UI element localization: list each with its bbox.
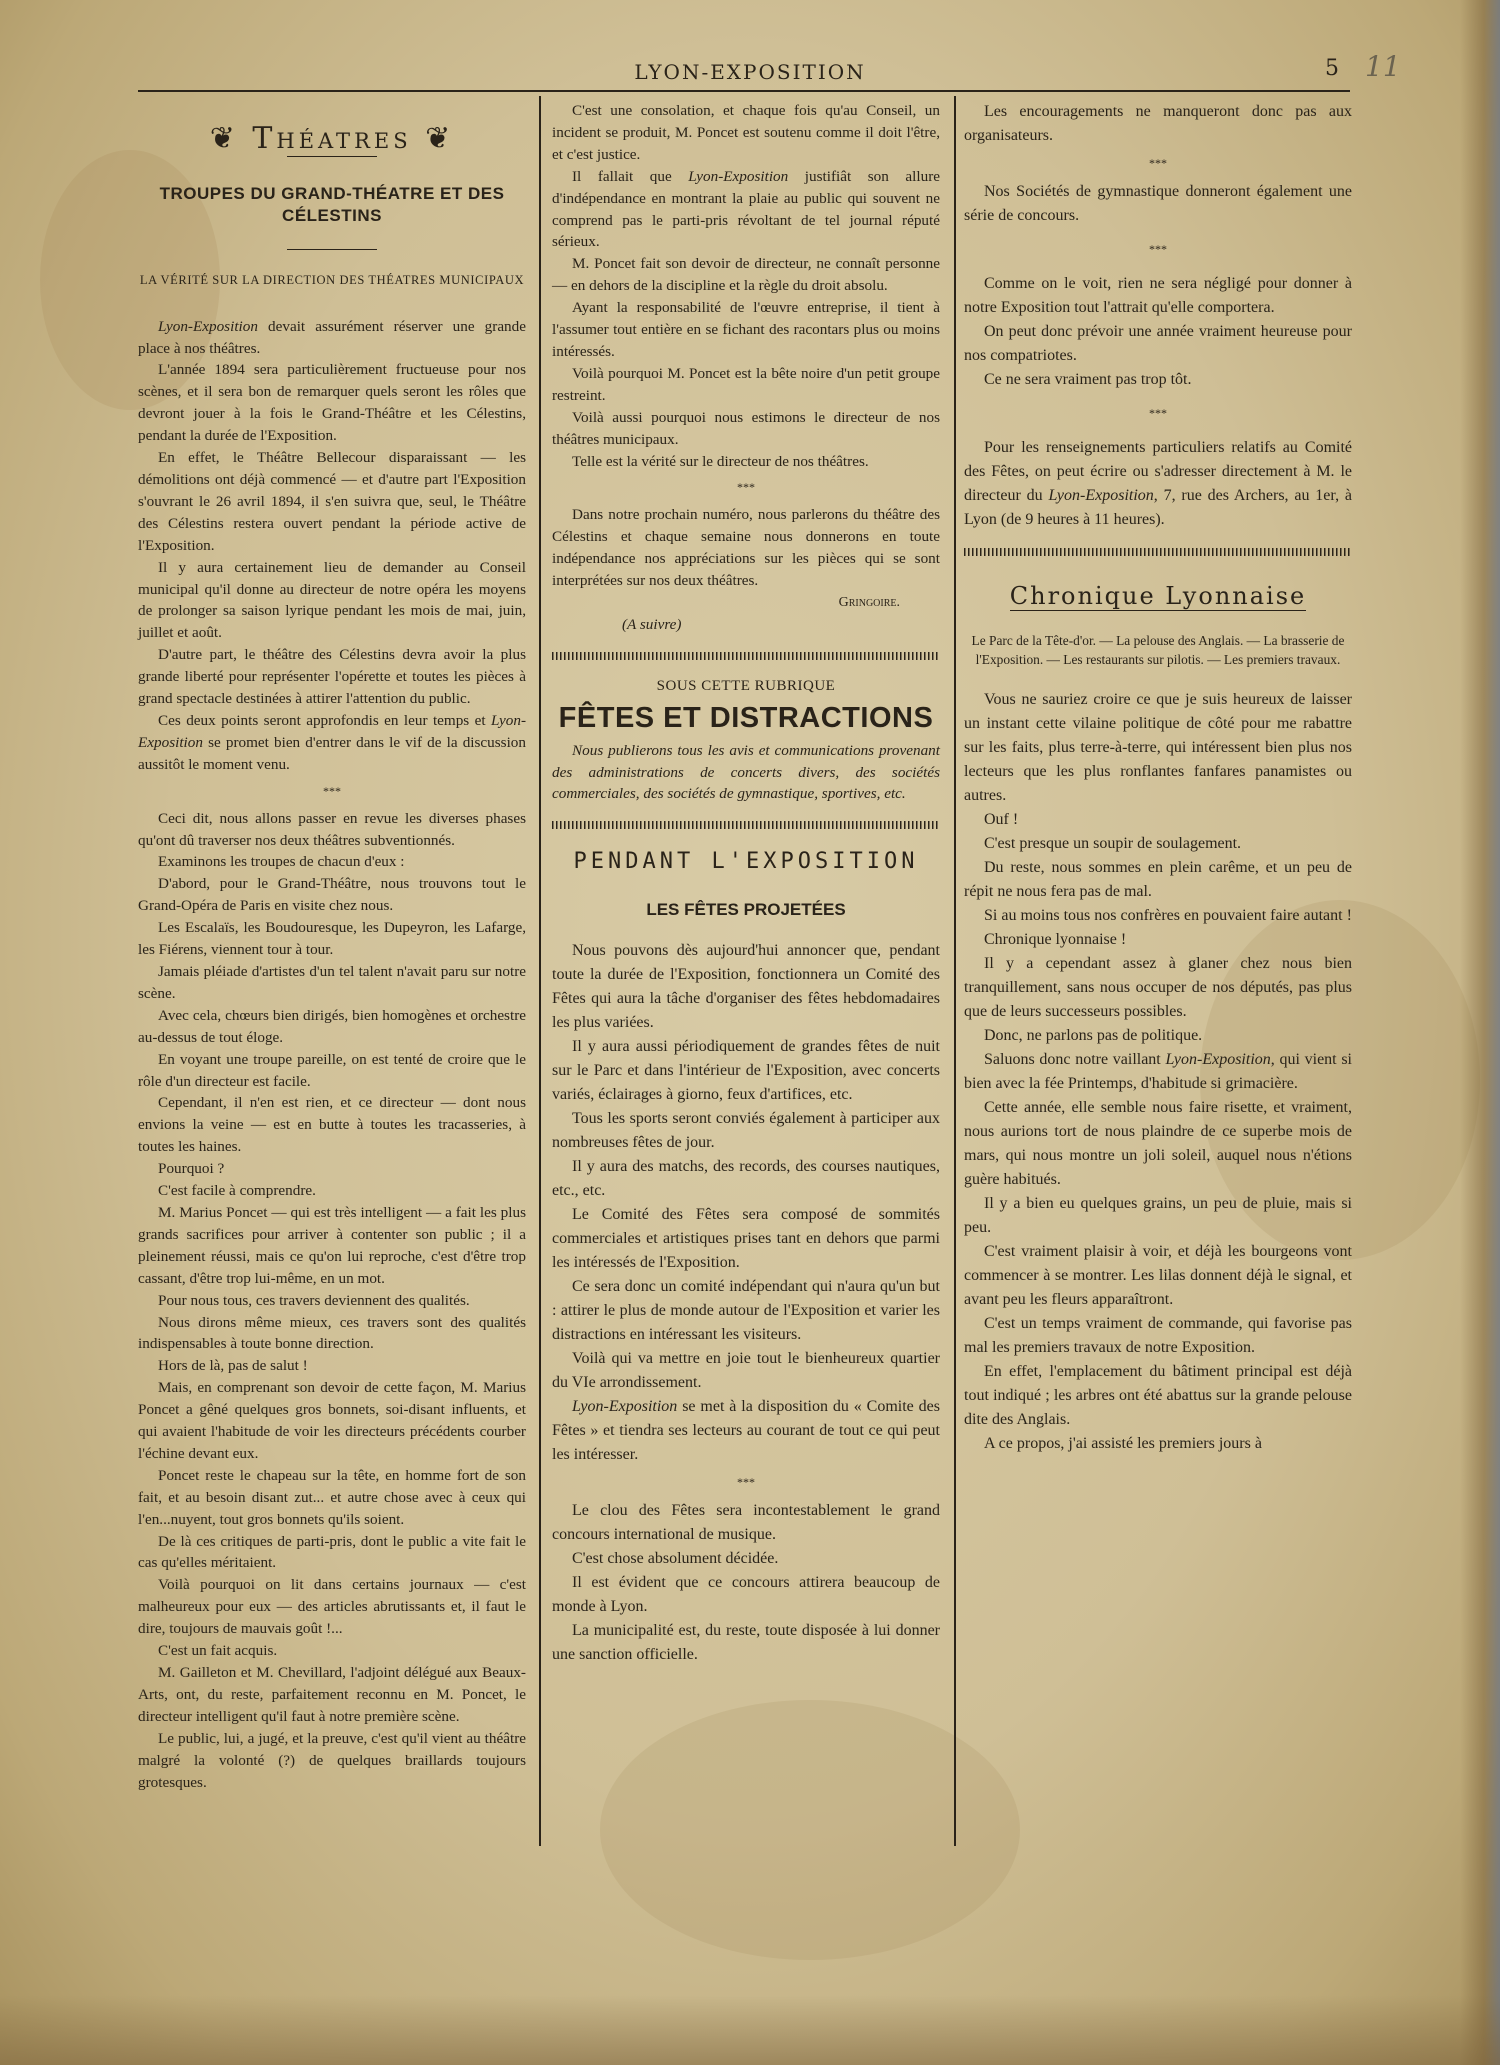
paragraph: Avec cela, chœurs bien dirigés, bien homogènes et orchestre au-dessus de tout éloge. (138, 1006, 526, 1046)
paragraph: Voilà qui va mettre en joie tout le bienheureux quartier du VIe arrondissement. (552, 1350, 940, 1392)
paragraph: Pour nous tous, ces travers deviennent des qualités. (158, 1291, 470, 1309)
paragraph: Nous dirons même mieux, ces travers sont des qualités indispensables à toute bonne direction. (138, 1313, 526, 1353)
paragraph: Il y a cependant assez à glaner chez nous bien tranquillement, sans nous occuper de nos députés, pas plus que de leurs successeurs possibles. (964, 954, 1352, 1020)
paragraph: Comme on le voit, rien ne sera négligé pour donner à notre Exposition tout l'attrait qu'elle comportera. (964, 275, 1352, 316)
paragraph: Le Comité des Fêtes sera composé de sommités commerciales et artistiques prises tant en dehors que parmi les intéressés de l'Exposition. (552, 1206, 940, 1272)
paragraph: Le clou des Fêtes sera incontestablement le grand concours international de musique. (552, 1502, 940, 1544)
worn-edge-bottom (0, 1995, 1500, 2065)
paragraph: C'est facile à comprendre. (158, 1182, 316, 1200)
column-chronique (964, 100, 1352, 1456)
pencil-mark: 11 (1365, 50, 1401, 83)
paragraph: C'est un temps vraiment de commande, qui favorise pas mal les premiers travaux de notre Exposition. (964, 1314, 1352, 1356)
chronique-summary: Le Parc de la Tête-d'or. — La pelouse des Anglais. — La brasserie de l'Exposition. — Les restaurants sur pilotis. — Les premiers travaux. (971, 632, 1345, 668)
ornament-rule (552, 821, 940, 829)
asterism: *** (1149, 242, 1167, 256)
paragraph: Ce sera donc un comité indépendant qui n'aura qu'un but : attirer le plus de monde autour de l'Exposition et varier les distractions en intéressant les visiteurs. (552, 1278, 940, 1344)
chronique-heading: Chronique Lyonnaise (1009, 582, 1307, 610)
paragraph: Le public, lui, a jugé, et la preuve, c'est qu'il vient au théâtre malgré la volonté (?) de quelques braillards toujours grotesques. (138, 1729, 526, 1791)
paragraph: Cette année, elle semble nous faire risette, et vraiment, nous aurions tort de nous plaindre de ce superbe mois de mars, qui nous montre un joli soleil, auquel nous n'étions guère habitués. (964, 1098, 1352, 1188)
paragraph: Voilà pourquoi on lit dans certains journaux — c'est malheureux pour eux — des articles abrutissants et, il faut le dire, toujours de mauvais goût !... (138, 1576, 526, 1638)
asterism: *** (737, 1475, 755, 1490)
paragraph: Voilà aussi pourquoi nous estimons le directeur de nos théâtres municipaux. (552, 408, 940, 448)
paragraph: Ceci dit, nous allons passer en revue les diverses phases qu'ont dû traverser nos deux théâtres subventionnés. (138, 809, 526, 849)
paragraph: M. Gailleton et M. Chevillard, l'adjoint délégué aux Beaux-Arts, ont, du reste, parfaitement reconnu en M. Poncet, le directeur intelligent qu'il faut à notre première scène. (138, 1664, 526, 1725)
pendant-heading: PENDANT L'EXPOSITION (573, 849, 919, 875)
paragraph: L'année 1894 sera particulièrement fructueuse pour nos scènes, et il sera bon de remarquer quels seront les rôles que devront jouer à la fois le Grand-Théâtre et les Célestins, pendant la durée de l'Exposition. (138, 361, 526, 445)
ornament-right-icon: ❦ (411, 121, 455, 156)
asterism: *** (1149, 156, 1167, 170)
paragraph: M. Marius Poncet — qui est très intelligent — a fait les plus grands sacrifices pour arriver à contenter son public ; il a pleinement réussi, mais ce qu'on lui reproche, c'est d'être trop cassant, d'être trop lui-même, en un mot. (138, 1203, 526, 1287)
signature: Gringoire. (838, 595, 900, 611)
paragraph: Si au moins tous nos confrères en pouvaient faire autant ! (984, 906, 1352, 924)
paragraph: Il est évident que ce concours attirera beaucoup de monde à Lyon. (552, 1574, 940, 1616)
paragraph: Pourquoi ? (158, 1160, 225, 1178)
paragraph: Il y aura aussi périodiquement de grandes fêtes de nuit sur le Parc et dans l'intérieur de l'Exposition, avec concerts variés, éclairages à giorno, feux d'artifices, etc. (552, 1038, 940, 1104)
paragraph: En effet, l'emplacement du bâtiment principal est déjà tout indiqué ; les arbres ont été abattus sur la grande pelouse dite des Anglais. (964, 1362, 1352, 1428)
section-heading: TROUPES DU GRAND-THÉATRE ET DES CÉLESTINS (159, 183, 505, 225)
paragraph: A ce propos, j'ai assisté les premiers jours à (984, 1434, 1262, 1452)
paragraph: M. Poncet fait son devoir de directeur, ne connaît personne — en dehors de la discipline et la règle du droit absolu. (552, 255, 940, 295)
paragraph: C'est chose absolument décidée. (572, 1550, 779, 1568)
paragraph: C'est une consolation, et chaque fois qu'au Conseil, un incident se produit, M. Poncet est soutenu comme il doit l'être, et c'est justice. (552, 102, 940, 163)
fetes-projetees-heading: LES FÊTES PROJETÉES (646, 900, 846, 920)
paragraph: Cependant, il n'en est rien, et ce directeur — dont nous envions la veine — est en butte à toutes les tracasseries, à toutes les haines. (138, 1094, 526, 1156)
paragraph: D'abord, pour le Grand-Théâtre, nous trouvons tout le Grand-Opéra de Paris en visite chez nous. (138, 875, 526, 915)
section-subheading: LA VÉRITÉ SUR LA DIRECTION DES THÉATRES MUNICIPAUX (139, 272, 525, 287)
paragraph: Pour les renseignements particuliers relatifs au Comité des Fêtes, on peut écrire ou s'adresser directement à M. le directeur du Lyon-Exposition, 7, rue des Archers, au 1er, à Lyon (de 9 heures à 11 heures). (964, 439, 1352, 528)
column-divider (954, 96, 956, 1846)
paragraph: Examinons les troupes de chacun d'eux : (158, 853, 405, 871)
paragraph: Les Escalaïs, les Boudouresque, les Dupeyron, les Lafarge, les Fiérens, viennent tour à tour. (138, 919, 526, 959)
paragraph: Il y aura certainement lieu de demander au Conseil municipal qu'il donne au directeur de notre opéra les moyens de prolonger sa saison lyrique pendant les mois de mai, juin, juillet et août. (138, 558, 526, 642)
title-rule (287, 156, 377, 157)
paragraph: Saluons donc notre vaillant Lyon-Exposition, qui vient si bien avec la fée Printemps, d'habitude si grimacière. (964, 1050, 1352, 1092)
newspaper-title: LYON-EXPOSITION (634, 60, 866, 84)
paragraph: Donc, ne parlons pas de politique. (984, 1026, 1203, 1044)
paragraph: Dans notre prochain numéro, nous parlerons du théâtre des Célestins et chaque semaine nous donnerons en toute indépendance nos appréciations sur les pièces qui se sont interprétées sur nos deux théâtres. (552, 506, 940, 590)
paragraph: Lyon-Exposition se met à la disposition du « Comite des Fêtes » et tiendra ses lecteurs au courant de tout ce qui peut les intéresser. (552, 1398, 940, 1464)
paragraph: C'est presque un soupir de soulagement. (984, 834, 1242, 852)
paper-stain (600, 1700, 1020, 1960)
fetes-heading: FÊTES ET DISTRACTIONS (558, 701, 934, 734)
paragraph: Nous pouvons dès aujourd'hui annoncer que, pendant toute la durée de l'Exposition, fonctionnera un Comité des Fêtes qui aura la tâche d'organiser des fêtes hebdomadaires les plus variées. (552, 942, 940, 1032)
paragraph: Hors de là, pas de salut ! (158, 1357, 308, 1375)
worn-edge-right (1460, 0, 1500, 2065)
paragraph: Telle est la vérité sur le directeur de nos théâtres. (572, 452, 869, 470)
paragraph: Vous ne sauriez croire ce que je suis heureux de laisser un instant cette vilaine politique de côté pour me rabattre sur les faits, plus terre-à-terre, qui intéressent bien plus nos lecteurs que les plus ronflantes fanfares panamistes ou autres. (964, 690, 1352, 804)
paragraph: Mais, en comprenant son devoir de cette façon, M. Marius Poncet a gêné quelques gros bonnets, soi-disant influents, et qui avaient l'habitude de voir les directeurs précédents courber l'échine devant eux. (138, 1379, 526, 1462)
section-rule (287, 249, 377, 250)
paragraph: Ouf ! (984, 810, 1019, 828)
paragraph: De là ces critiques de parti-pris, dont le public a vite fait le cas qu'elles méritaient. (138, 1532, 526, 1572)
fetes-intro: Nous publierons tous les avis et communications provenant des administrations de concerts divers, des sociétés commerciales, des sociétés de gymnastique, sportives, etc. (552, 741, 940, 803)
ornament-left-icon: ❦ (209, 121, 253, 156)
paragraph: Il y a bien eu quelques grains, un peu de pluie, mais si peu. (964, 1194, 1352, 1236)
paragraph: D'autre part, le théâtre des Célestins devra avoir la plus grande liberté pour représenter l'opérette et toutes les pièces à grand spectacle destinées à attirer l'attention du public. (138, 646, 526, 708)
asterism: *** (1149, 406, 1167, 420)
ornament-rule (964, 548, 1352, 556)
to-be-continued: (A suivre) (622, 615, 682, 633)
paragraph: Tous les sports seront conviés également à participer aux nombreuses fêtes de jour. (552, 1110, 940, 1152)
paragraph: C'est un fait acquis. (158, 1642, 278, 1660)
paragraph: Ce ne sera vraiment pas trop tôt. (984, 371, 1192, 388)
paragraph: Chronique lyonnaise ! (984, 930, 1127, 948)
page-number: 5 (1325, 56, 1339, 81)
asterism: *** (323, 783, 341, 798)
paragraph: Ces deux points seront approfondis en leur temps et Lyon-Exposition se promet bien d'entrer dans le vif de la discussion aussitôt le moment venu. (138, 711, 526, 773)
paragraph: Il fallait que Lyon-Exposition justifiât son allure d'indépendance en montrant la plaie au public qui souvent ne comprend pas le parti-pris révoltant de tel journal réputé sérieux. (552, 167, 940, 251)
paragraph: La municipalité est, du reste, toute disposée à lui donner une sanction officielle. (552, 1622, 940, 1664)
paragraph: Jamais pléiade d'artistes d'un tel talent n'avait paru sur notre scène. (138, 963, 526, 1002)
paragraph: On peut donc prévoir une année vraiment heureuse pour nos compatriotes. (964, 323, 1352, 364)
paragraph: Du reste, nous sommes en plein carême, et un peu de répit ne nous fera pas de mal. (964, 858, 1352, 900)
ornament-rule (552, 652, 940, 660)
paragraph: En effet, le Théâtre Bellecour disparaissant — les démolitions ont déjà commencé — et d'autre part l'Exposition s'ouvrant le 26 avril 1894, il s'en suivra que, seul, le Théâtre des Célestins restera ouvert pendant la période active de l'Exposition. (138, 449, 526, 554)
paragraph: Il y aura des matchs, des records, des courses nautiques, etc., etc. (552, 1158, 940, 1200)
paragraph: C'est vraiment plaisir à voir, et déjà les bourgeons vont commencer à se montrer. Les lilas donnent déjà le signal, et avant peu les fleurs apparaîtront. (964, 1242, 1352, 1308)
paragraph: Ayant la responsabilité de l'œuvre entreprise, il tient à l'assumer tout entière en se fichant des racontars plus ou moins intéressés. (552, 299, 940, 360)
paragraph: Les encouragements ne manqueront donc pas aux organisateurs. (964, 103, 1352, 144)
asterism: *** (737, 480, 755, 495)
paragraph: Lyon-Exposition devait assurément réserver une grande place à nos théâtres. (138, 317, 526, 357)
header-rule (138, 90, 1350, 92)
column-fetes (552, 100, 940, 1667)
paragraph: Poncet reste le chapeau sur la tête, en homme fort de son fait, et au besoin disant zut... et autre chose avec à ceux qui l'en...nuyent, tout gros bonnets qu'ils soient. (138, 1466, 526, 1528)
paragraph: Nos Sociétés de gymnastique donneront également une série de concours. (964, 183, 1352, 224)
column-divider (539, 96, 541, 1846)
paragraph: En voyant une troupe pareille, on est tenté de croire que le rôle d'un directeur est facile. (138, 1050, 526, 1090)
theatres-heading: ❦ Théatres ❦ (209, 121, 455, 156)
column-theatres (138, 100, 526, 1793)
paragraph: Voilà pourquoi M. Poncet est la bête noire d'un petit groupe restreint. (552, 364, 940, 404)
rubric-label: SOUS CETTE RUBRIQUE (656, 677, 836, 694)
